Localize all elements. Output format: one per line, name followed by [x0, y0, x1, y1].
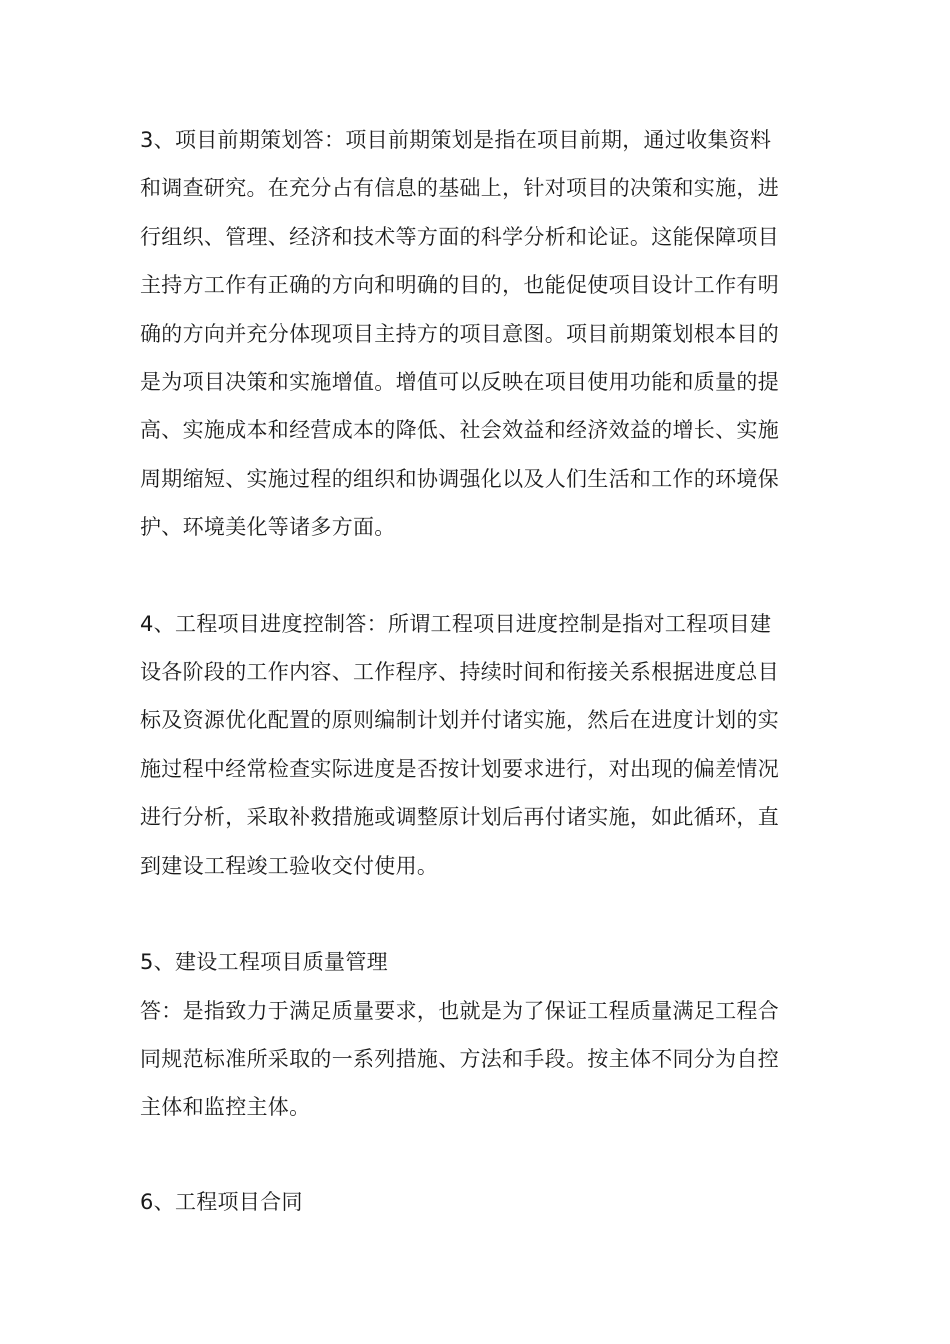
- paragraph-gap: [140, 552, 812, 600]
- text-line: 施过程中经常检查实际进度是否按计划要求进行，对出现的偏差情况: [140, 756, 779, 781]
- text-line: 到建设工程竣工验收交付使用。: [140, 853, 439, 878]
- section-6-heading: [140, 1178, 812, 1226]
- text-line: 主体和监控主体。: [140, 1095, 311, 1120]
- paragraph-gap: [140, 1132, 812, 1178]
- text-line: 6、工程项目合同: [140, 1189, 303, 1214]
- text-line: 主持方工作有正确的方向和明确的目的，也能促使项目设计工作有明: [140, 273, 779, 298]
- text-line: 设各阶段的工作内容、工作程序、持续时间和衔接关系根据进度总目: [140, 660, 779, 685]
- section-5-paragraph: [140, 938, 812, 1132]
- text-line: 进行分析，采取补救措施或调整原计划后再付诸实施，如此循环，直: [140, 805, 779, 830]
- text-line: 行组织、管理、经济和技术等方面的科学分析和论证。这能保障项目: [140, 224, 779, 249]
- text-line: 3、项目前期策划答：项目前期策划是指在项目前期，通过收集资料: [140, 128, 772, 152]
- text-line: 确的方向并充分体现项目主持方的项目意图。项目前期策划根本目的: [140, 321, 779, 346]
- text-line: 护、环境美化等诸多方面。: [140, 515, 396, 540]
- text-line: 同规范标准所采取的一系列措施、方法和手段。按主体不同分为自控: [140, 1046, 779, 1071]
- section-4-paragraph: [140, 600, 812, 890]
- text-line: 周期缩短、实施过程的组织和协调强化以及人们生活和工作的环境保: [140, 466, 779, 491]
- text-line: 4、工程项目进度控制答：所谓工程项目进度控制是指对工程项目建: [140, 611, 772, 636]
- text-line: 5、建设工程项目质量管理: [140, 950, 388, 975]
- paragraph-gap: [140, 890, 812, 938]
- text-line: 答：是指致力于满足质量要求，也就是为了保证工程质量满足工程合: [140, 998, 779, 1023]
- text-line: 是为项目决策和实施增值。增值可以反映在项目使用功能和质量的提: [140, 370, 779, 395]
- document-page: [140, 116, 812, 1226]
- section-3-paragraph: [140, 116, 812, 552]
- text-line: 标及资源优化配置的原则编制计划并付诸实施，然后在进度计划的实: [140, 708, 779, 733]
- text-line: 和调查研究。在充分占有信息的基础上，针对项目的决策和实施，进: [140, 176, 779, 201]
- text-line: 高、实施成本和经营成本的降低、社会效益和经济效益的增长、实施: [140, 418, 779, 443]
